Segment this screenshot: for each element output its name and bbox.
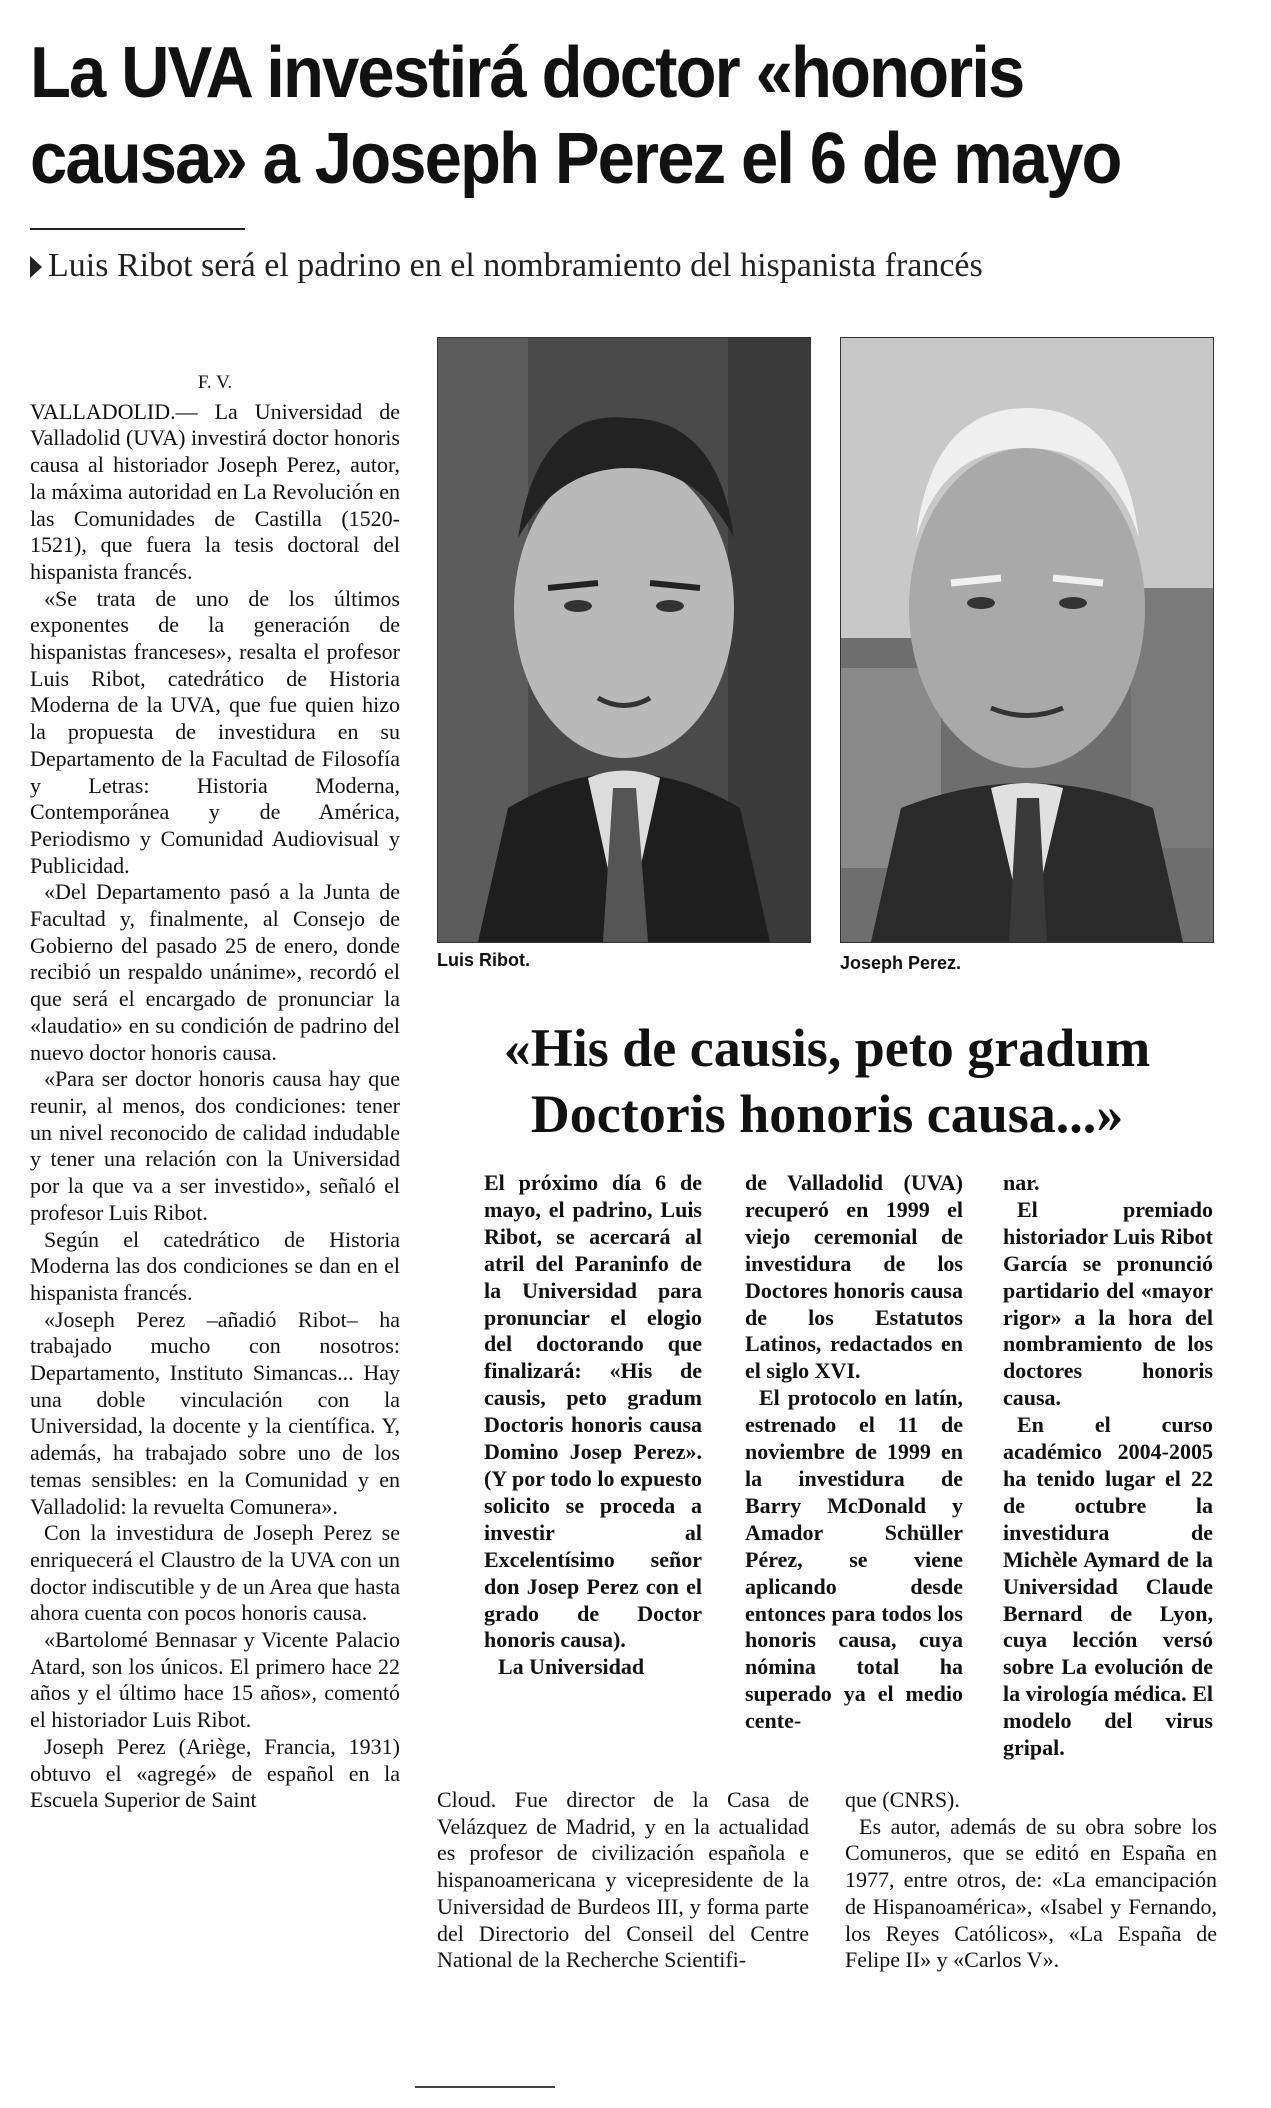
- paragraph: Es autor, además de su obra sobre los Comuneros, que se editó en España en 1977, entre otros, de: «La emancipación de Hispanoamérica», «Isabel y Fernando, los Reyes Católicos», «La España de Felipe II» y «Carlos V».: [845, 1813, 1217, 1973]
- subheadline: [30, 244, 1230, 288]
- sidebar-column-3: [1003, 1170, 1213, 1762]
- paragraph: que (CNRS).: [845, 1787, 960, 1812]
- subheadline-text: Luis Ribot será el padrino en el nombramiento del hispanista francés: [48, 247, 983, 284]
- portrait-perez-illustration: [841, 338, 1213, 942]
- pull-quote-line-2: Doctoris honoris causa...»: [530, 1084, 1124, 1144]
- paragraph: La Universidad: [498, 1654, 645, 1680]
- paragraph: VALLADOLID.— La Universidad de Valladolid (UVA) investirá doctor honoris causa al historiador Joseph Perez, autor, la máxima autoridad en La Revolución en las Comunidades de Castilla (1520-1521), que fuera la tesis doctoral del hispanista francés.: [30, 398, 400, 584]
- paragraph: Joseph Perez (Ariège, Francia, 1931) obtuvo el «agregé» de español en la Escuela Superior de Saint: [30, 1733, 400, 1813]
- photo-luis-ribot: [437, 337, 811, 943]
- paragraph: «Del Departamento pasó a la Junta de Facultad y, finalmente, al Consejo de Gobierno del pasado 25 de enero, donde recibió un respaldo unánime», recordó el que será el encargado de pronunciar la «laudatio» en su condición de padrino del nuevo doctor honoris causa.: [30, 879, 400, 1065]
- headline-rule: [30, 228, 245, 230]
- portrait-ribot-illustration: [438, 338, 810, 942]
- headline: [30, 30, 1165, 202]
- paragraph: «Joseph Perez –añadió Ribot– ha trabajado mucho con nosotros: Departamento, Instituto Simancas... Hay una doble vinculación con la Universidad, la docente y la científica. Y, además, ha trabajado sobre uno de los temas sensibles: en la Comunidad y en Valladolid: la revuelta Comunera».: [30, 1306, 400, 1519]
- paragraph: Con la investidura de Joseph Perez se enriquecerá el Claustro de la UVA con un doctor indiscutible y de un Area que hasta ahora cuenta con pocos honoris causa.: [30, 1520, 400, 1626]
- byline: F. V.: [197, 372, 233, 393]
- sidebar-column-1: [484, 1170, 702, 1681]
- paragraph: El próximo día 6 de mayo, el padrino, Luis Ribot, se acercará al atril del Paraninfo de la Universidad para pronunciar el elogio del doctorando que finalizará: «His de causis, peto gradum Doctoris honoris causa Domino Josep Perez». (Y por todo lo expuesto solicito se proceda a investir al Excelentísimo señor don Josep Perez con el grado de Doctor honoris causa).: [484, 1170, 702, 1653]
- paragraph: «Bartolomé Bennasar y Vicente Palacio Atard, son los únicos. El primero hace 22 años y el último hace 15 años», comentó el historiador Luis Ribot.: [30, 1627, 400, 1733]
- headline-line-2: causa» a Joseph Perez el 6 de mayo: [30, 119, 1121, 199]
- triangle-bullet-icon: [30, 256, 42, 278]
- paragraph: de Valladolid (UVA) recuperó en 1999 el viejo ceremonial de investidura de los Doctores honoris causa de los Estatutos Latinos, redactados en el siglo XVI.: [745, 1170, 963, 1384]
- article-column-bottom-1: [437, 1787, 809, 1974]
- sidebar-column-2: [745, 1170, 963, 1735]
- paragraph: El protocolo en latín, estrenado el 11 de noviembre de 1999 en la investidura de Barry McDonald y Amador Schüller Pérez, se viene aplicando desde entonces para todos los honoris causa, cuya nómina total ha superado ya el medio cente-: [745, 1385, 963, 1734]
- photo-caption-perez: Joseph Perez.: [840, 953, 962, 973]
- paragraph: El premiado historiador Luis Ribot García se pronunció partidario del «mayor rigor» a la hora del nombramiento de los doctores honoris causa.: [1003, 1196, 1213, 1411]
- photo-joseph-perez: [840, 337, 1214, 943]
- paragraph: En el curso académico 2004-2005 ha tenido lugar el 22 de octubre la investidura de Michèle Aymard de la Universidad Claude Bernard de Lyon, cuya lección versó sobre La evolución de la virología médica. El modelo del virus gripal.: [1003, 1412, 1213, 1761]
- photo-caption-ribot: Luis Ribot.: [437, 950, 530, 970]
- footer-rule: [415, 2086, 555, 2088]
- paragraph: «Para ser doctor honoris causa hay que reunir, al menos, dos condiciones: tener un nivel reconocido de calidad indudable y tener una relación con la Universidad por la que va a ser investido», señaló el profesor Luis Ribot.: [30, 1066, 400, 1225]
- paragraph: Cloud. Fue director de la Casa de Velázquez de Madrid, y en la actualidad es profesor de civilización española e hispanoamericana y vicepresidente de la Universidad de Burdeos III, y forma parte del Directorio del Conseil del Centre National de la Recherche Scientifi-: [437, 1787, 809, 1973]
- pull-quote: [437, 1015, 1217, 1147]
- article-column-left: [30, 370, 400, 1814]
- headline-line-1: La UVA investirá doctor «honoris: [30, 33, 1024, 113]
- paragraph: nar.: [1003, 1170, 1040, 1195]
- paragraph: Según el catedrático de Historia Moderna las dos condiciones se dan en el hispanista francés.: [30, 1226, 400, 1305]
- paragraph: «Se trata de uno de los últimos exponentes de la generación de hispanistas franceses», resalta el profesor Luis Ribot, catedrático de Historia Moderna de la UVA, que fue quien hizo la propuesta de investidura en su Departamento de la Facultad de Filosofía y Letras: Historia Moderna, Contemporánea y de América, Periodismo y Comunidad Audiovisual y Publicidad.: [30, 585, 400, 878]
- pull-quote-line-1: «His de causis, peto gradum: [503, 1018, 1151, 1078]
- article-column-bottom-2: [845, 1787, 1217, 1974]
